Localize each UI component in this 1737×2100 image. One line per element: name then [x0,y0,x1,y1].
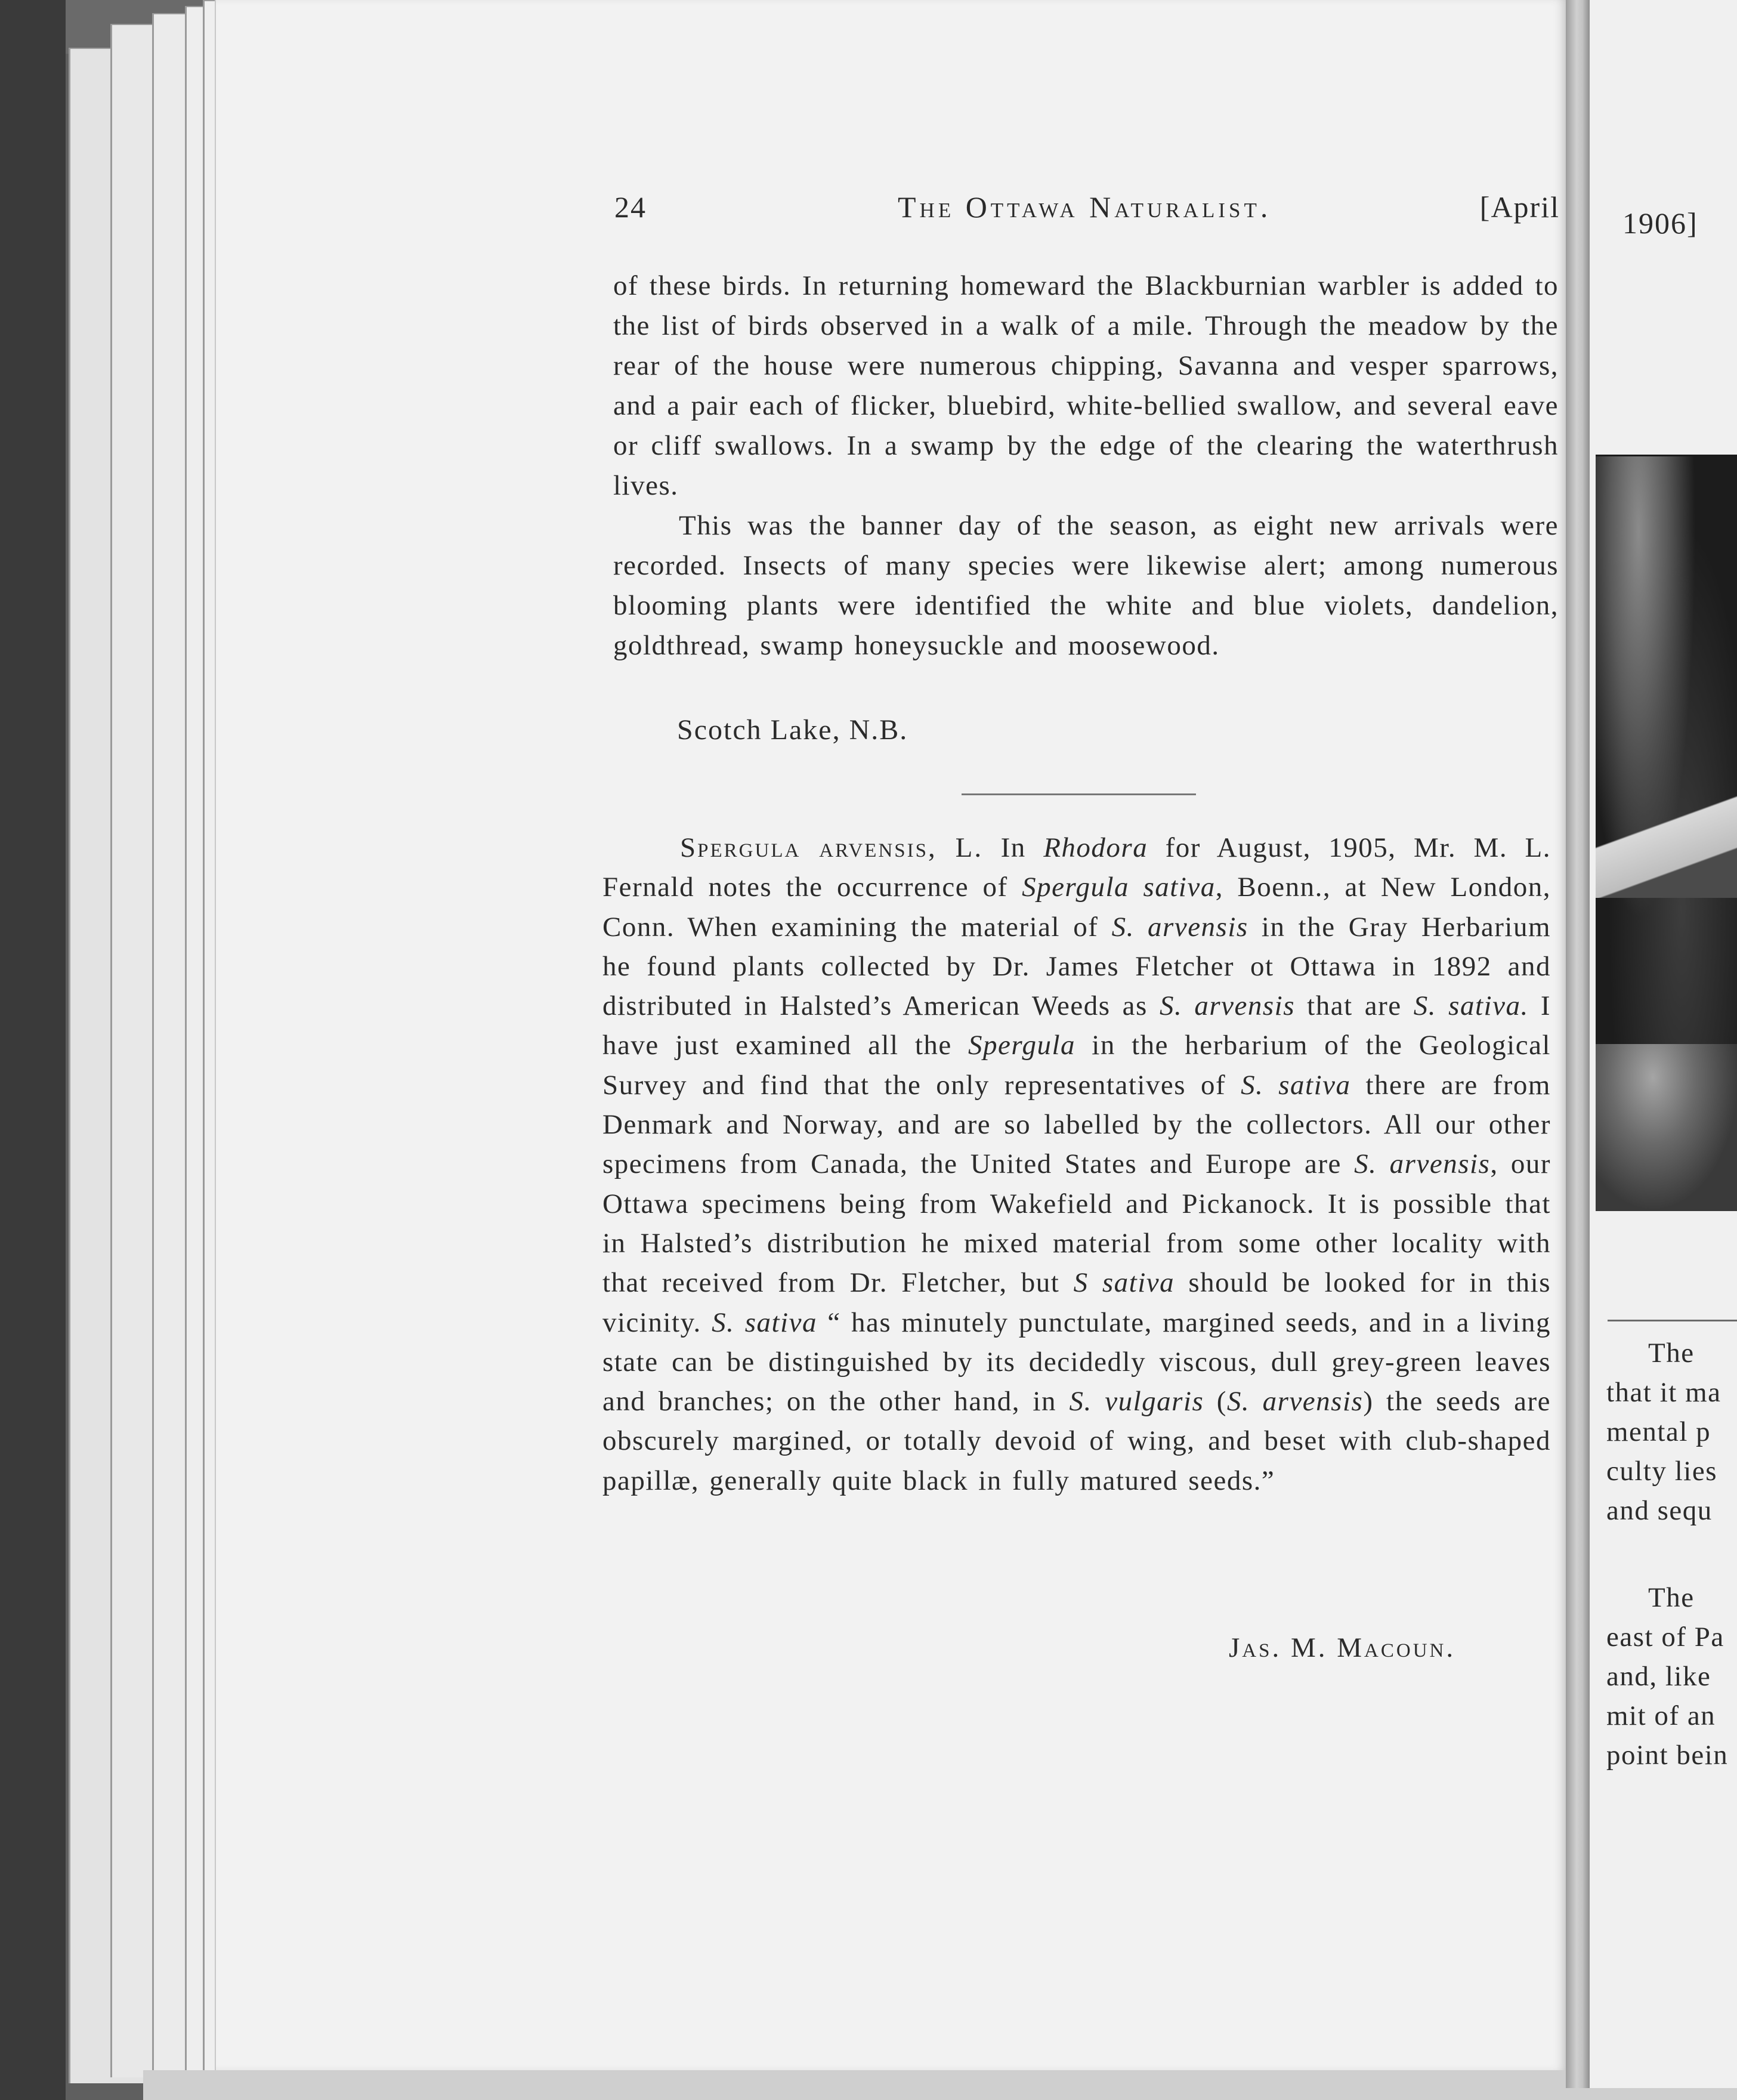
right-page-date: 1906] [1622,206,1698,240]
photo-roof-detail [1596,779,1737,898]
paragraph-banner-day: This was the banner day of the season, as eight new arrivals were recorded. Insects of many species were likewise alert; among numerous blooming plants were identified the white and blue violets, dandelion, goldthread, swamp honeysuckle and moosewood. [613,510,1559,661]
species-name: S. vulgaris [1069,1386,1204,1418]
genus-name: Spergula [968,1030,1076,1061]
scanner-background-left [0,0,66,2100]
text-line: mental p [1606,1416,1711,1447]
right-page-column-1 [1606,1333,1737,1530]
running-head [614,190,1560,237]
section-divider [962,793,1196,795]
species-name: S. arvensis [1354,1148,1491,1180]
text-line: The [1648,1582,1695,1613]
article-text: for August, 1905, Mr. M. L. Fernald notes the occurrence of [602,832,1551,903]
species-name: S sativa [1073,1267,1175,1299]
article-text: in the herbarium of the Geological Survey and find that the only representatives of [602,1030,1551,1101]
species-name: S. sativa [712,1307,817,1338]
journal-title: The Ottawa Naturalist. [898,190,1272,224]
right-page-divider [1608,1320,1737,1321]
article-text: In [1000,832,1044,863]
right-page [1590,0,1737,2088]
article-spergula [602,828,1551,1500]
article-text: ( [1204,1386,1227,1418]
species-name: S. sativa [1241,1069,1351,1101]
species-name: S. arvensis [1111,911,1248,943]
paragraph-birds: of these birds. In returning homeward the Blackburnian warbler is added to the list of birds observed in a walk of a mile. Through the meadow by the rear of the house were numerous chipping, Savanna and vesper sparrows, and a pair each of flicker, bluebird, white-bellied swallow, and several eave or cliff swallows. In a swamp by the edge of the clearing the waterthrush lives. [613,270,1559,501]
text-line: and, like [1606,1661,1711,1692]
species-name: Spergula sativa [1022,872,1216,903]
right-page-column-2 [1606,1578,1737,1775]
text-line: point bein [1606,1740,1729,1771]
text-line: culty lies [1606,1456,1717,1487]
species-name: S. arvensis [1226,1386,1364,1418]
article-text: ) the seeds are obscurely margined, or totally devoid of wing, and beset with club-shaped papillæ, generally quite black in fully matured seeds.” [602,1386,1551,1496]
article-author: Jas. M. Macoun. [1229,1632,1456,1663]
photo-rocks-detail [1596,1044,1737,1211]
journal-name: Rhodora [1043,832,1148,863]
page-number: 24 [614,190,647,224]
species-name: S. sativa. [1413,990,1529,1022]
article-text: there are from Denmark and Norway, and are so labelled by the collectors. All our other specimens from Canada, the United States and Europe are [602,1069,1551,1180]
article-text: I have just examined all the [602,990,1551,1061]
article-text: , Boenn., at New London, Conn. When examining the material of [602,872,1551,943]
signoff-place: Scotch Lake, N.B. [677,714,908,746]
text-line: The [1648,1338,1695,1369]
article-text: should be looked for in this vicinity. [602,1267,1551,1338]
text-line: and sequ [1606,1495,1713,1526]
text-line: that it ma [1606,1377,1721,1408]
issue-month: [April [1479,190,1560,224]
article-text: in the Gray Herbarium he found plants collected by Dr. James Fletcher ot Ottawa in 1892 and distributed in Halsted’s American Weeds as [602,911,1551,1022]
species-name: S. arvensis [1159,990,1296,1022]
text-line: east of Pa [1606,1622,1724,1653]
page-bottom-edge [143,2070,1737,2100]
text-line: mit of an [1606,1700,1716,1731]
article-heading: Spergula arvensis, L. [680,832,984,863]
book-gutter [1566,0,1590,2088]
photograph-plate [1596,455,1737,1211]
article-text: , our Ottawa specimens being from Wakefield and Pickanock. It is possible that in Halsted’s distribution he mixed material from some other locality with that received from Dr. Fletcher, but [602,1148,1551,1299]
article-text: “ has minutely punctulate, margined seeds, and in a living state can be distinguished by its decidedly viscous, dull grey-green leaves and branches; on the other hand, in [602,1307,1551,1418]
article-text: that are [1295,990,1414,1022]
